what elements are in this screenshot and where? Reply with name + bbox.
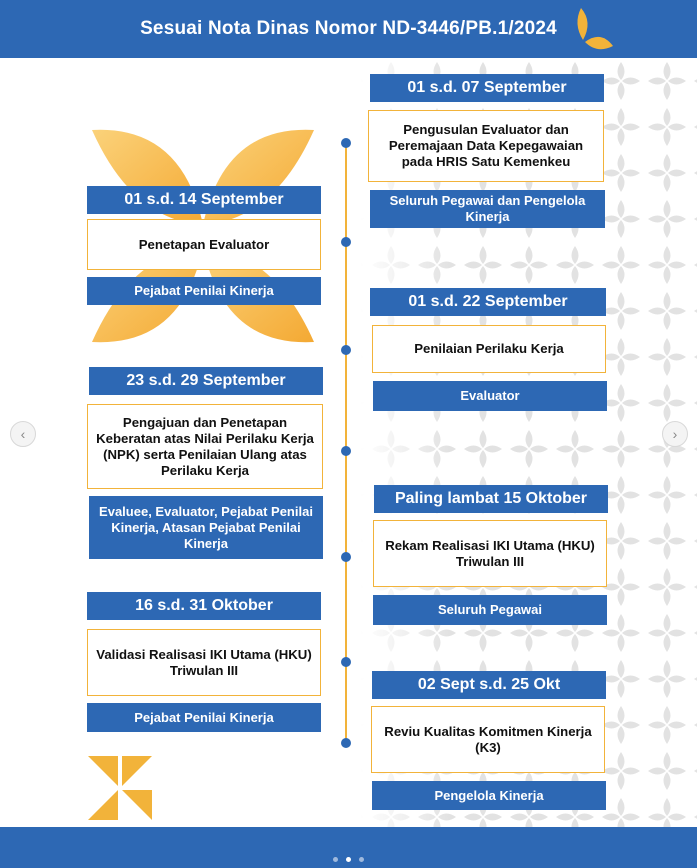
carousel-dot[interactable] [333, 857, 338, 862]
timeline-line [345, 140, 347, 745]
timeline-activity: Pengusulan Evaluator dan Peremajaan Data Kepegawaian pada HRIS Satu Kemenkeu [368, 110, 604, 182]
timeline-date: 23 s.d. 29 September [89, 367, 323, 395]
carousel-indicator [0, 849, 697, 867]
timeline-date: 16 s.d. 31 Oktober [87, 592, 321, 620]
header-leaf-icon [567, 4, 615, 52]
page-title: Sesuai Nota Dinas Nomor ND-3446/PB.1/2024 [140, 18, 557, 39]
carousel-dot-active[interactable] [346, 857, 351, 862]
timeline-date: 02 Sept s.d. 25 Okt [372, 671, 606, 699]
timeline-role: Pengelola Kinerja [372, 781, 606, 810]
timeline-date: 01 s.d. 22 September [370, 288, 606, 316]
timeline-activity: Validasi Realisasi IKI Utama (HKU) Triwulan III [87, 629, 321, 696]
timeline-dot [341, 345, 351, 355]
timeline-date: 01 s.d. 07 September [370, 74, 604, 102]
timeline-dot [341, 446, 351, 456]
timeline-dot [341, 552, 351, 562]
timeline-role: Pejabat Penilai Kinerja [87, 703, 321, 732]
chevron-right-icon: › [672, 426, 678, 442]
timeline-activity: Penilaian Perilaku Kerja [372, 325, 606, 373]
timeline-dot [341, 138, 351, 148]
timeline-role: Seluruh Pegawai [373, 595, 607, 625]
timeline-dot [341, 657, 351, 667]
timeline-role: Seluruh Pegawai dan Pengelola Kinerja [370, 190, 605, 228]
carousel-prev-button[interactable] [10, 421, 36, 447]
carousel-dot[interactable] [359, 857, 364, 862]
timeline-role: Evaluee, Evaluator, Pejabat Penilai Kinerja, Atasan Pejabat Penilai Kinerja [89, 496, 323, 559]
timeline-dot [341, 237, 351, 247]
timeline-activity: Rekam Realisasi IKI Utama (HKU) Triwulan III [373, 520, 607, 587]
timeline-activity: Pengajuan dan Penetapan Keberatan atas Nilai Perilaku Kerja (NPK) serta Penilaian Ulang atas Perilaku Kerja [87, 404, 323, 489]
timeline-dot [341, 738, 351, 748]
timeline-date: 01 s.d. 14 September [87, 186, 321, 214]
timeline-role: Pejabat Penilai Kinerja [87, 277, 321, 305]
logo-triangles-icon [88, 756, 152, 820]
timeline-activity: Reviu Kualitas Komitmen Kinerja (K3) [371, 706, 605, 773]
timeline-activity: Penetapan Evaluator [87, 219, 321, 270]
chevron-left-icon: ‹ [20, 426, 26, 442]
timeline-role: Evaluator [373, 381, 607, 411]
carousel-next-button[interactable] [662, 421, 688, 447]
timeline-date: Paling lambat 15 Oktober [374, 485, 608, 513]
